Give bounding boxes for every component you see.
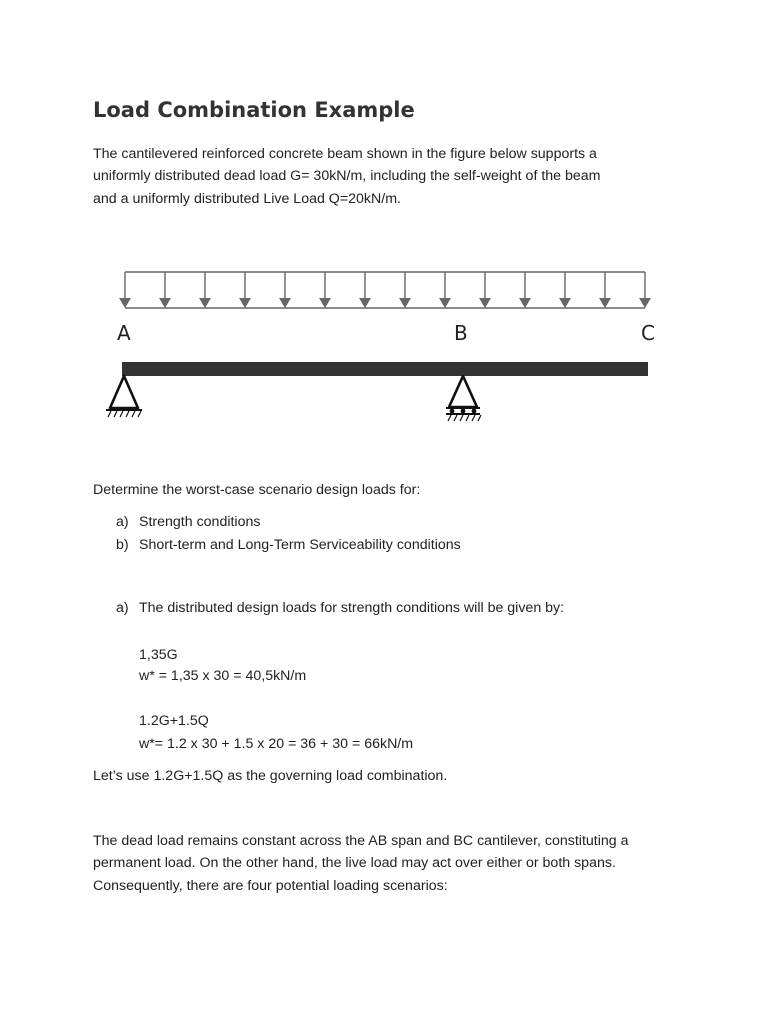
combo2-name: 1.2G+1.5Q xyxy=(139,713,209,729)
load-arrows xyxy=(119,272,651,308)
load-arrow-head xyxy=(279,298,291,308)
task-item-a: Strength conditions xyxy=(139,514,261,530)
closing-line: permanent load. On the other hand, the live load may act over either or both spans. xyxy=(93,855,616,872)
node-label-b: B xyxy=(454,321,468,345)
closing-paragraph xyxy=(93,830,693,897)
intro-line: and a uniformly distributed Live Load Q=20kN/m. xyxy=(93,190,401,207)
governing-conclusion: Let’s use 1.2G+1.5Q as the governing load combination. xyxy=(93,768,448,784)
load-arrow-head xyxy=(639,298,651,308)
page-title: Load Combination Example xyxy=(93,98,415,122)
node-label-a: A xyxy=(117,321,131,345)
load-arrow-head xyxy=(359,298,371,308)
distributed-load xyxy=(119,272,651,308)
load-arrow-head xyxy=(119,298,131,308)
combo1-calc: w* = 1,35 x 30 = 40,5kN/m xyxy=(139,668,307,684)
intro-line: uniformly distributed dead load G= 30kN/m, including the self-weight of the beam xyxy=(93,168,601,185)
task-item-a-marker: a) xyxy=(116,514,129,530)
combo1-name: 1,35G xyxy=(139,647,178,663)
load-arrow-head xyxy=(199,298,211,308)
solution-a-marker: a) xyxy=(116,600,129,616)
load-arrow-head xyxy=(439,298,451,308)
solution-a-text: The distributed design loads for strength conditions will be given by: xyxy=(139,600,565,616)
task-prompt: Determine the worst-case scenario design loads for: xyxy=(93,482,421,498)
closing-line: Consequently, there are four potential loading scenarios: xyxy=(93,877,448,894)
pin-support-a xyxy=(106,376,142,417)
load-arrow-head xyxy=(599,298,611,308)
load-arrow-head xyxy=(399,298,411,308)
intro-paragraph xyxy=(93,143,693,210)
closing-line: The dead load remains constant across the AB span and BC cantilever, constituting a xyxy=(93,833,629,849)
load-arrow-head xyxy=(319,298,331,308)
task-item-b: Short-term and Long-Term Serviceability conditions xyxy=(139,537,461,553)
load-arrow-head xyxy=(559,298,571,308)
task-item-b-marker: b) xyxy=(116,537,129,553)
node-label-c: C xyxy=(641,321,655,345)
intro-line: The cantilevered reinforced concrete beam shown in the figure below supports a xyxy=(93,146,597,162)
load-arrow-head xyxy=(519,298,531,308)
roller-support-b xyxy=(446,376,481,421)
load-arrow-head xyxy=(159,298,171,308)
combo2-calc: w*= 1.2 x 30 + 1.5 x 20 = 36 + 30 = 66kN/m xyxy=(139,736,414,752)
load-arrow-head xyxy=(239,298,251,308)
beam-figure xyxy=(100,262,670,432)
beam-body xyxy=(122,362,648,376)
load-arrow-head xyxy=(479,298,491,308)
